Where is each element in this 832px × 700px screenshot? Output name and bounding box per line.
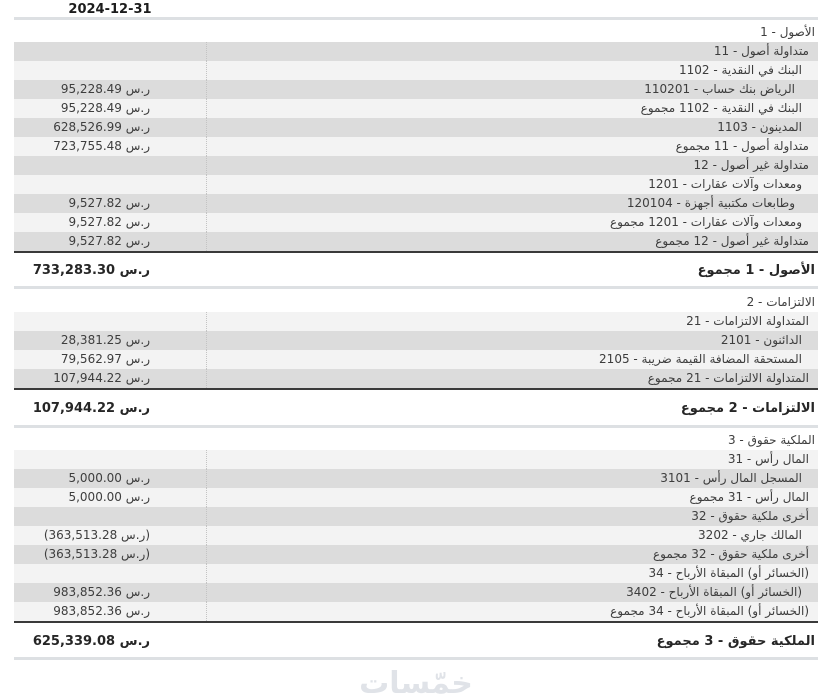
- account-row: [14, 545, 818, 564]
- account-label: 31‎ -‎ رأس‎ المال: [206, 450, 818, 469]
- account-label: 11‎ -‎ أصول‎ متداولة: [206, 42, 818, 61]
- amount-cell: 628,526.99‎ ر.س: [53, 120, 150, 134]
- amount-cell: 79,562.97‎ ر.س: [60, 352, 150, 366]
- account-label: 1102‎ -‎ النقدية‎ في‎ البنك: [206, 61, 818, 80]
- account-row: [14, 488, 818, 507]
- account-row: [14, 350, 818, 369]
- amount-cell: [14, 564, 206, 583]
- amount-cell: 983,852.36‎ ر.س: [53, 585, 150, 599]
- account-label: 12‎ -‎ أصول‎ غير‎ متداولة: [206, 156, 818, 175]
- account-label: مجموع‎ 1102‎ -‎ النقدية‎ في‎ البنك: [206, 99, 818, 118]
- account-row: [14, 583, 818, 602]
- assets-table: [14, 23, 818, 253]
- account-label: مجموع‎ 34‎ -‎ الأرباح‎ المبقاة‎ (أو‎ الخسائر): [206, 602, 818, 621]
- report-header: [14, 0, 818, 17]
- account-row: [14, 564, 818, 583]
- amount-cell: 28,381.25‎ ر.س: [60, 333, 150, 347]
- account-row: [14, 312, 818, 331]
- account-row: [14, 369, 818, 388]
- account-label: 3‎ -‎ حقوق‎ الملكية: [727, 433, 815, 447]
- equity-total-label: مجموع‎ 3‎ -‎ حقوق‎ الملكية: [656, 634, 815, 649]
- header-divider: [14, 17, 818, 20]
- amount-cell: 107,944.22‎ ر.س: [53, 371, 150, 385]
- liabilities-total-label: مجموع‎ 2‎ -‎ الالتزامات: [680, 401, 815, 416]
- account-label: 32‎ -‎ حقوق‎ ملكية‎ أخرى: [206, 507, 818, 526]
- account-row: [14, 137, 818, 156]
- account-label: مجموع‎ 1201‎ -‎ عقارات‎ وآلات‎ ومعدات: [206, 213, 818, 232]
- section-divider: [14, 425, 818, 428]
- account-row: [14, 507, 818, 526]
- assets-total-amount: 733,283.30‎ ر.س: [32, 263, 150, 278]
- amount-cell: 723,755.48‎ ر.س: [53, 139, 150, 153]
- amount-cell: [14, 431, 206, 450]
- account-row: [14, 80, 818, 99]
- amount-cell: 5,000.00‎ ر.س: [68, 490, 150, 504]
- report-date: 2024-12-31: [68, 2, 152, 17]
- account-row: [14, 118, 818, 137]
- account-row: [14, 602, 818, 621]
- amount-cell: 95,228.49‎ ر.س: [60, 82, 150, 96]
- equity-table: [14, 431, 818, 623]
- account-row: [14, 293, 818, 312]
- account-row: [14, 194, 818, 213]
- amount-cell: [14, 312, 206, 331]
- amount-cell: [14, 42, 206, 61]
- liabilities-total-row: [14, 396, 818, 421]
- account-label: 2101‎ -‎ الدائنون: [206, 331, 818, 350]
- account-label: 110201‎ -‎ حساب‎ بنك‎ الرياض: [206, 80, 818, 99]
- amount-cell: [14, 450, 206, 469]
- liabilities-table: [14, 293, 818, 390]
- amount-cell: [14, 61, 206, 80]
- account-label: 1103‎ -‎ المدينون: [206, 118, 818, 137]
- account-row: [14, 431, 818, 450]
- account-label: 2105‎ -‎ ضريبة‎ القيمة‎ المضافة‎ المستحقة: [206, 350, 818, 369]
- account-label: 21‎ -‎ الالتزامات‎ المتداولة: [206, 312, 818, 331]
- account-label: مجموع‎ 32‎ -‎ حقوق‎ ملكية‎ أخرى: [206, 545, 818, 564]
- account-label: 34‎ -‎ الأرباح‎ المبقاة‎ (أو‎ الخسائر): [206, 564, 818, 583]
- liabilities-total-amount: 107,944.22‎ ر.س: [32, 401, 150, 416]
- footer-divider: [14, 657, 818, 660]
- amount-cell: (363,513.28‎ ر.س): [43, 547, 150, 561]
- section-divider: [14, 286, 818, 289]
- account-label: 1201‎ -‎ عقارات‎ وآلات‎ ومعدات: [206, 175, 818, 194]
- khamsat-watermark: خمّسات: [359, 666, 473, 700]
- account-label: 1‎ -‎ الأصول: [760, 25, 815, 39]
- amount-cell: 9,527.82‎ ر.س: [68, 234, 150, 248]
- amount-cell: [14, 293, 206, 312]
- equity-total-amount: 625,339.08‎ ر.س: [32, 634, 150, 649]
- assets-total-row: [14, 258, 818, 283]
- account-label: 3101‎ -‎ رأس‎ المال‎ المسجل: [206, 469, 818, 488]
- amount-cell: 5,000.00‎ ر.س: [68, 471, 150, 485]
- account-row: [14, 232, 818, 251]
- account-label: مجموع‎ 12‎ -‎ أصول‎ غير‎ متداولة: [206, 232, 818, 251]
- amount-cell: [14, 156, 206, 175]
- account-label: مجموع‎ 31‎ -‎ رأس‎ المال: [206, 488, 818, 507]
- account-row: [14, 469, 818, 488]
- account-label: مجموع‎ 11‎ -‎ أصول‎ متداولة: [206, 137, 818, 156]
- account-label: 3402‎ -‎ الأرباح‎ المبقاة‎ (أو‎ الخسائر): [206, 583, 818, 602]
- equity-total-row: [14, 629, 818, 654]
- account-row: [14, 331, 818, 350]
- account-row: [14, 99, 818, 118]
- amount-cell: 983,852.36‎ ر.س: [53, 604, 150, 618]
- amount-cell: [14, 23, 206, 42]
- account-row: [14, 175, 818, 194]
- account-row: [14, 450, 818, 469]
- account-row: [14, 526, 818, 545]
- account-label: 120104‎ -‎ أجهزة‎ مكتبية‎ وطابعات: [206, 194, 818, 213]
- account-label: 2‎ -‎ الالتزامات: [746, 295, 815, 309]
- amount-cell: (363,513.28‎ ر.س): [43, 528, 150, 542]
- account-row: [14, 61, 818, 80]
- account-row: [14, 213, 818, 232]
- account-label: مجموع‎ 21‎ -‎ الالتزامات‎ المتداولة: [206, 369, 818, 388]
- amount-cell: [14, 175, 206, 194]
- assets-total-label: مجموع‎ 1‎ -‎ الأصول: [697, 263, 815, 278]
- amount-cell: 9,527.82‎ ر.س: [68, 196, 150, 210]
- amount-cell: 9,527.82‎ ر.س: [68, 215, 150, 229]
- account-row: [14, 156, 818, 175]
- account-row: [14, 42, 818, 61]
- account-row: [14, 23, 818, 42]
- amount-cell: 95,228.49‎ ر.س: [60, 101, 150, 115]
- amount-cell: [14, 507, 206, 526]
- account-label: 3202‎ -‎ جاري‎ المالك: [206, 526, 818, 545]
